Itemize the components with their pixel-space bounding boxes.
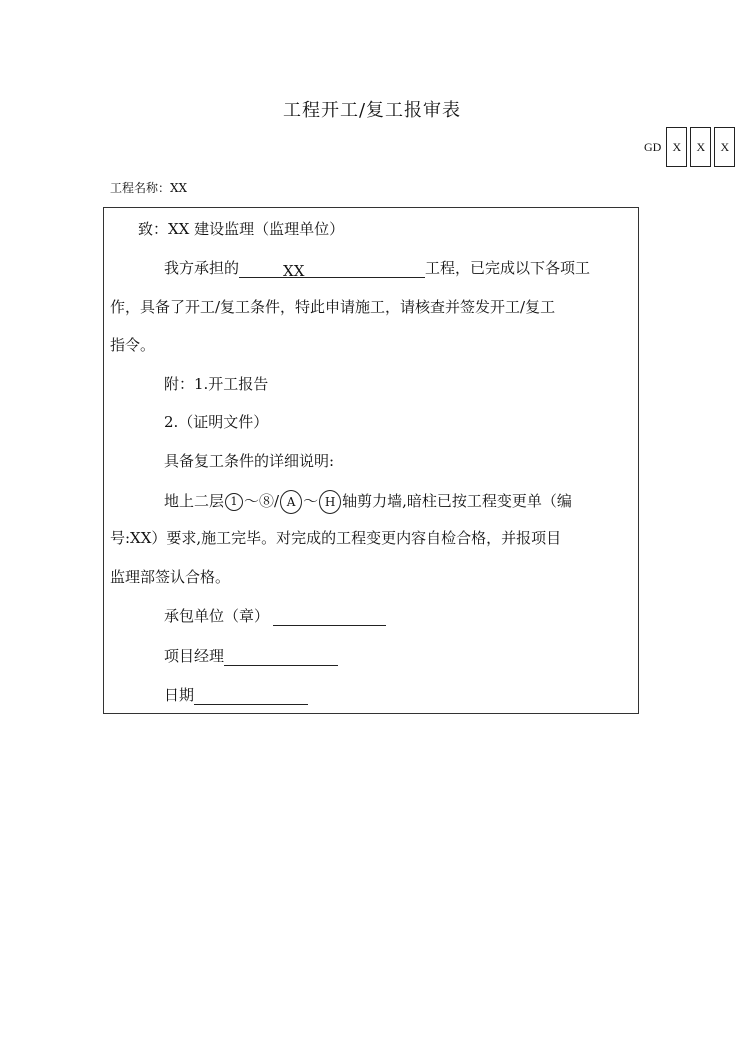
date-label: 日期 (164, 686, 195, 704)
detail-heading: 具备复工条件的详细说明: (164, 452, 335, 470)
paragraph-line-3: 指令。 (110, 336, 156, 354)
form-code (644, 127, 738, 167)
axis-tilde-1: ～ (244, 492, 260, 510)
manager-row (164, 646, 338, 666)
contractor-row (164, 606, 386, 626)
code-box-2: X (690, 127, 711, 167)
axis-a-circled: A (280, 490, 302, 514)
addressee-line: 致：XX 建设监理（监理单位） (138, 220, 345, 238)
code-box-1: X (666, 127, 687, 167)
date-field[interactable] (194, 687, 308, 705)
application-form (103, 207, 639, 714)
detail-suffix: 轴剪力墙,暗柱已按工程变更单（编 (342, 492, 572, 510)
attachment-1: 附：1.开工报告 (164, 375, 269, 393)
project-name: 工程名称：XX (110, 181, 188, 195)
detail-prefix: 地上二层 (164, 492, 225, 510)
code-label: GD (644, 139, 662, 154)
project-underline-field: XX (239, 261, 425, 278)
axis-1-circled: 1 (225, 493, 243, 511)
detail-line-3: 监理部签认合格。 (110, 568, 231, 586)
code-box-3: X (714, 127, 735, 167)
detail-line-1 (164, 490, 572, 514)
contractor-label: 承包单位（章） (164, 607, 270, 625)
axis-h-circled: H (319, 490, 341, 514)
date-row (164, 685, 308, 705)
manager-label: 项目经理 (164, 647, 225, 665)
contractor-signature-field[interactable] (273, 608, 386, 626)
paragraph-line-2: 作，具备了开工/复工条件，特此申请施工，请核查并签发开工/复工 (110, 298, 556, 316)
paragraph-line-1 (164, 258, 590, 278)
axis-slash: / (274, 492, 280, 510)
detail-line-2: 号:XX）要求,施工完毕。对完成的工程变更内容自检合格，并报项目 (110, 529, 562, 547)
axis-8-circled: ⑧ (259, 492, 275, 510)
form-title: 工程开工/复工报审表 (282, 100, 462, 121)
attachment-2: 2.（证明文件） (164, 413, 269, 431)
manager-signature-field[interactable] (224, 648, 338, 666)
paragraph-suffix: 工程，已完成以下各项工 (425, 259, 591, 277)
axis-tilde-2: ～ (303, 492, 319, 510)
paragraph-prefix: 我方承担的 (164, 259, 240, 277)
